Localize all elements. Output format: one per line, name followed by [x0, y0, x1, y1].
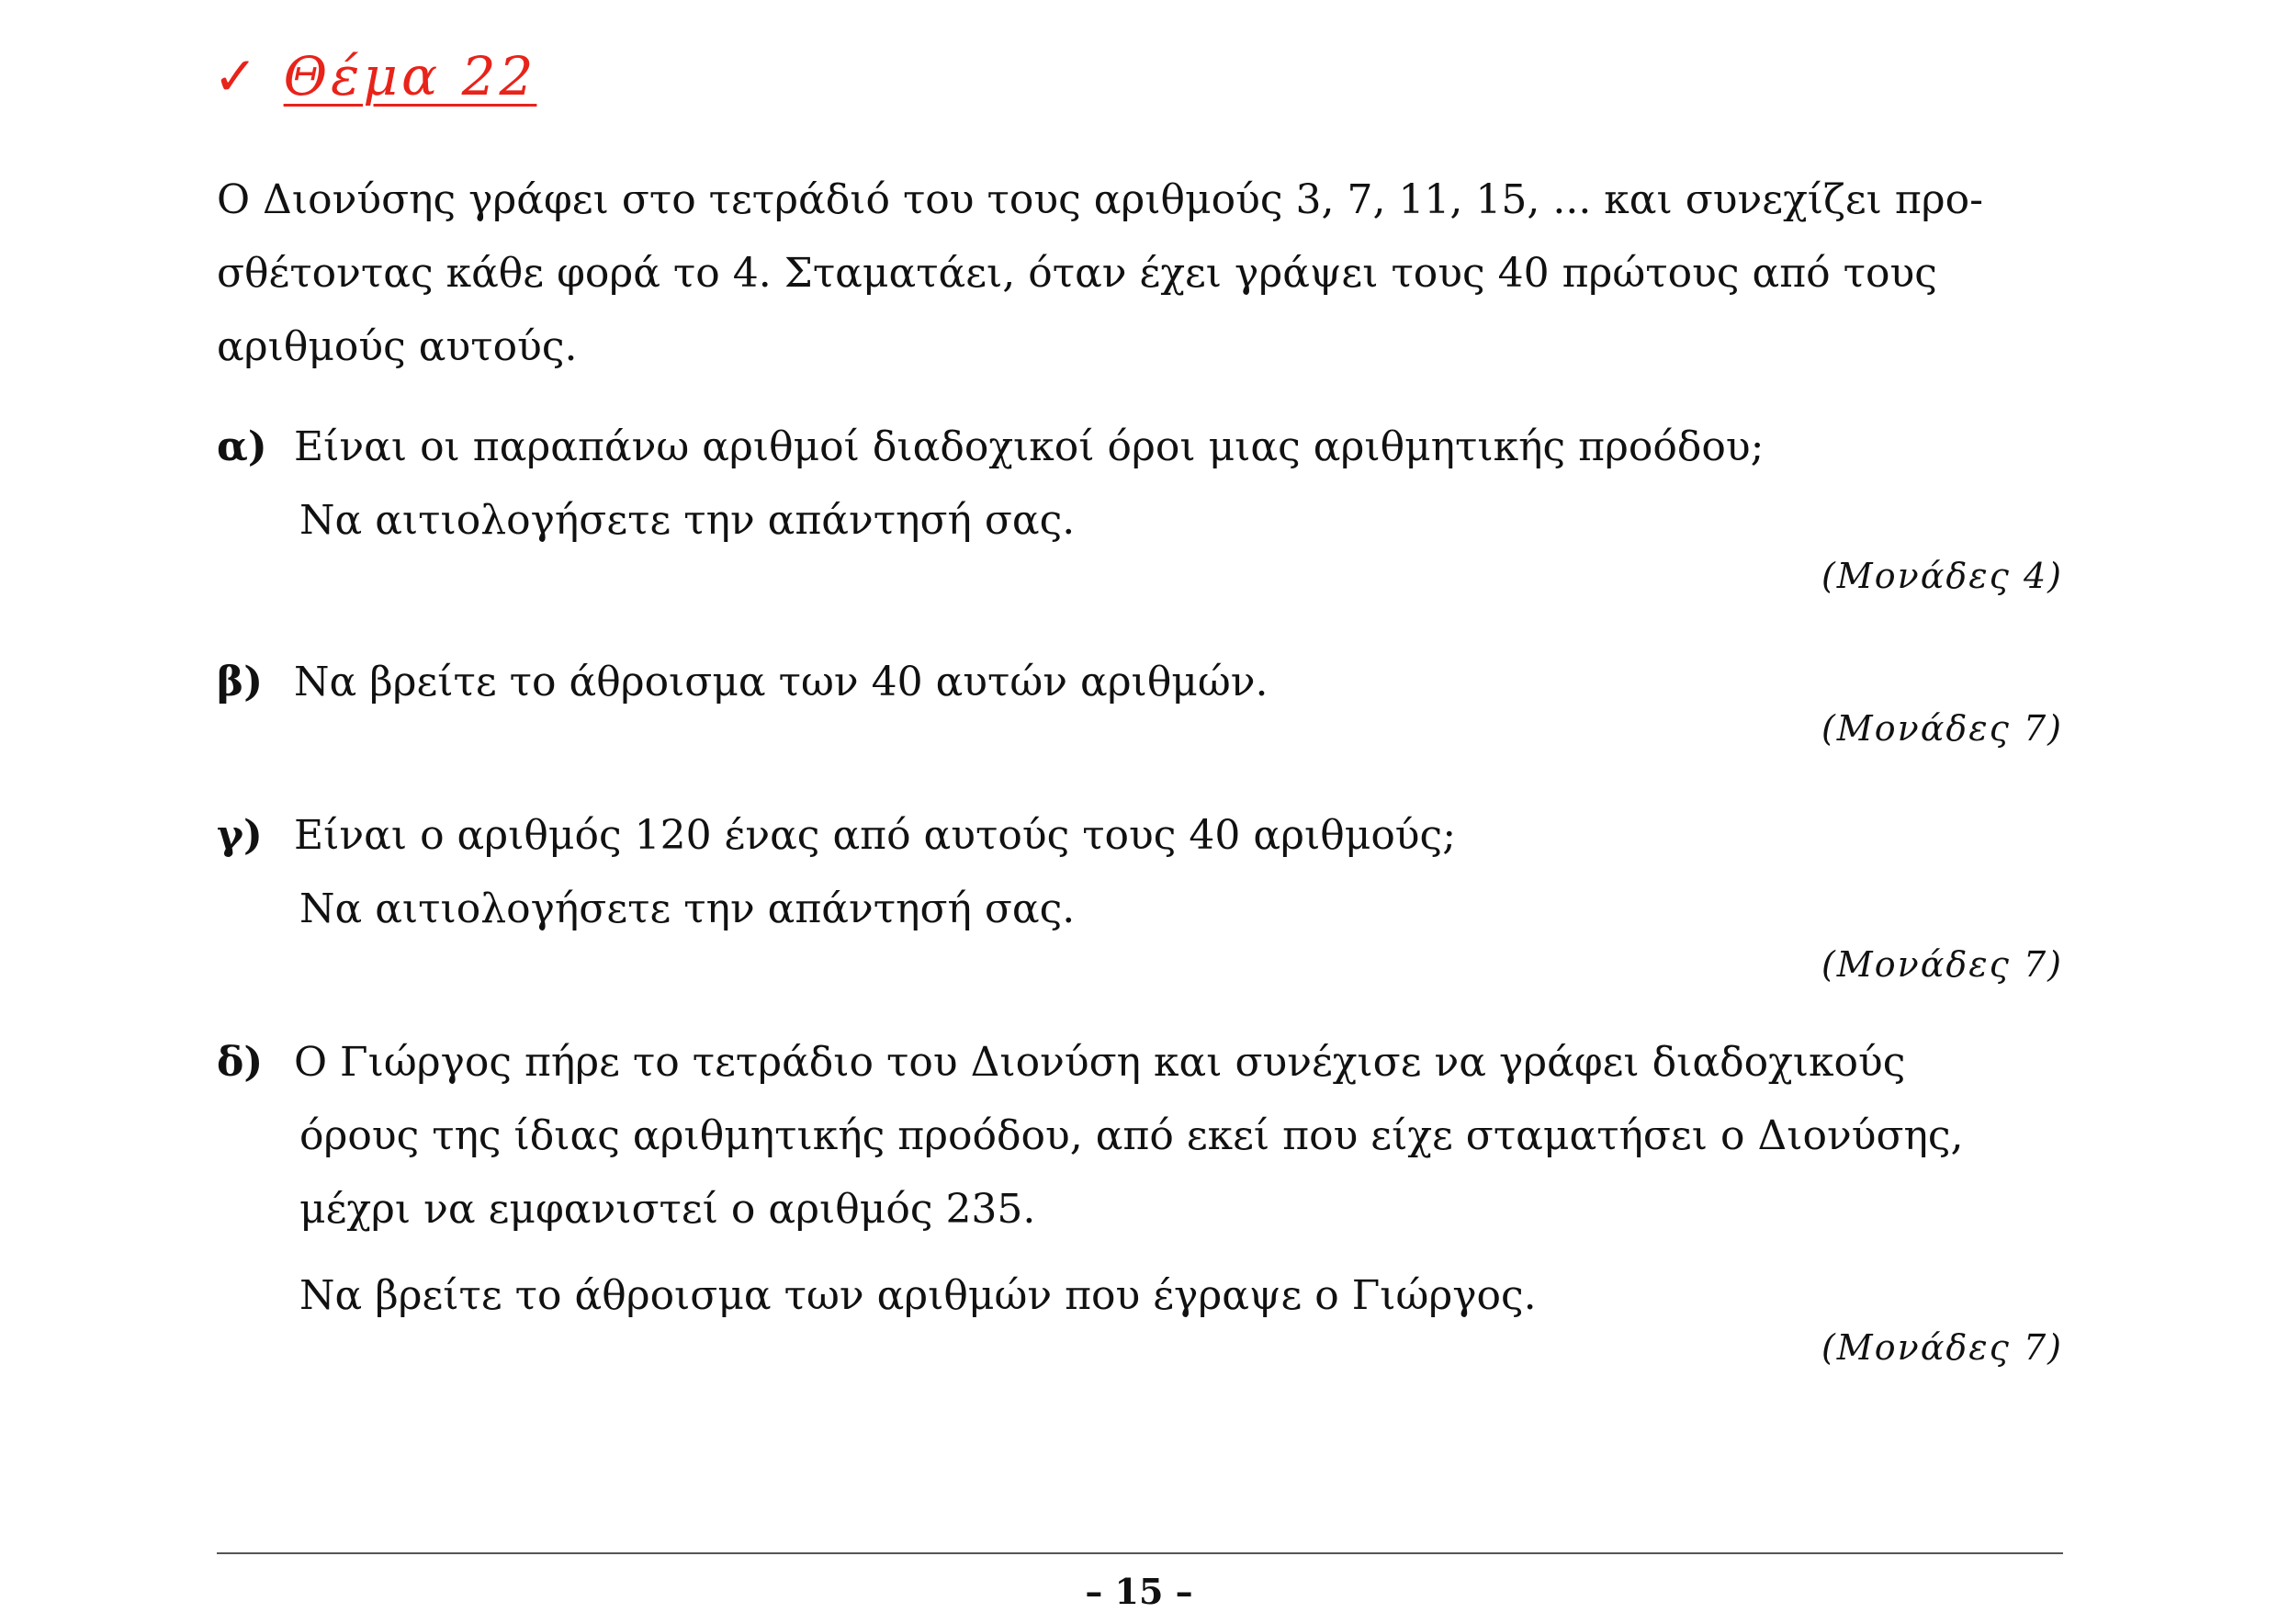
question-label: δ) [217, 1039, 264, 1086]
points-label: (Μονάδες 7) [1821, 1327, 2063, 1368]
question-text: Ο Γιώργος πήρε το τετράδιο του Διονύση και συνέχισε να γράφει διαδοχικούς [294, 1039, 1906, 1086]
question-text: Είναι οι παραπάνω αριθμοί διαδοχικοί όροι μιας αριθμητικής προόδου; [294, 423, 1765, 470]
question-d [217, 1026, 2063, 1368]
topic-header [213, 35, 536, 118]
page-number: – 15 – [1085, 1571, 1193, 1612]
topic-title: Θέμα 22 [283, 45, 537, 107]
question-text: μέχρι να εμφανιστεί ο αριθμός 235. [299, 1186, 1036, 1233]
points-label: (Μονάδες 7) [1821, 944, 2063, 985]
question-text: Να αιτιολογήσετε την απάντησή σας. [299, 885, 1076, 932]
intro-line: αριθμούς αυτούς. [217, 323, 578, 370]
points-label: (Μονάδες 7) [1821, 708, 2063, 749]
question-label: α) [217, 423, 267, 470]
intro-line: σθέτοντας κάθε φορά το 4. Σταματάει, όταν έχει γράψει τους 40 πρώτους από τους [217, 250, 1937, 297]
question-a [217, 411, 2063, 596]
checkmark-icon: ✓ [213, 45, 258, 107]
question-text: Να αιτιολογήσετε την απάντησή σας. [299, 497, 1076, 544]
question-text: Να βρείτε το άθροισμα των αριθμών που έγραψε ο Γιώργος. [299, 1272, 1537, 1319]
question-text: Είναι ο αριθμός 120 ένας από αυτούς τους 40 αριθμούς; [294, 812, 1457, 859]
question-text: Να βρείτε το άθροισμα των 40 αυτών αριθμών. [294, 659, 1269, 705]
question-text: όρους της ίδιας αριθμητικής προόδου, από εκεί που είχε σταματήσει ο Διονύσης, [299, 1112, 1964, 1159]
question-label: γ) [217, 812, 263, 859]
question-label: β) [217, 659, 264, 705]
points-label: (Μονάδες 4) [1821, 556, 2063, 596]
intro-line: Ο Διονύσης γράφει στο τετράδιό του τους αριθμούς 3, 7, 11, 15, ... και συνεχίζει προ- [217, 176, 1984, 223]
question-b [217, 646, 2063, 749]
footer-divider [217, 1552, 2063, 1554]
problem-statement [217, 164, 2054, 384]
question-c [217, 799, 2063, 985]
